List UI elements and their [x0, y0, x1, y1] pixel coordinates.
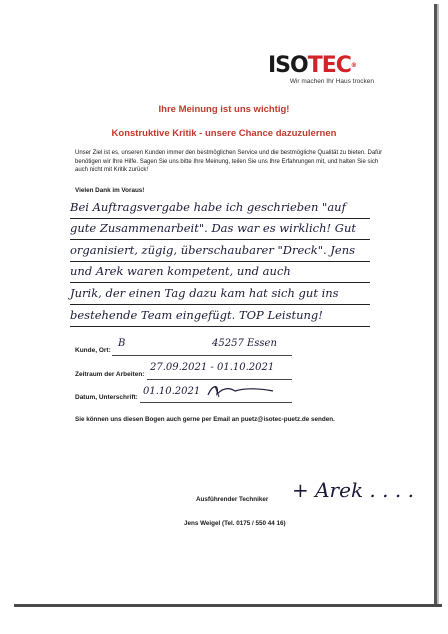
- logo-name-part2: TEC: [307, 53, 351, 78]
- comment-line-3: organisiert, zügig, überschaubarer "Dreck". Jens: [70, 241, 370, 262]
- comment-line-2: gute Zusammenarbeit". Das war es wirklich! Gut: [70, 219, 370, 240]
- comment-line-5: Jurik, der einen Tag dazu kam hat sich gut ins: [70, 284, 370, 305]
- customer-signature: [205, 382, 277, 400]
- comment-line-1: Bei Auftragsvergabe habe ich geschrieben "auf: [70, 198, 370, 219]
- date-signature-label: Datum, Unterschrift:: [75, 394, 138, 401]
- page-edge: [14, 604, 442, 607]
- technician-name: Jens Weigel (Tel. 0175 / 550 44 16): [184, 520, 286, 527]
- date-underline: [140, 402, 292, 403]
- period-underline: [147, 379, 292, 380]
- customer-underline: [112, 355, 292, 356]
- email-note: Sie können uns diesen Bogen auch gerne per Email an puetz@isotec-puetz.de senden.: [75, 416, 335, 423]
- period-label: Zeitraum der Arbeiten:: [75, 371, 145, 378]
- customer-city: 45257 Essen: [212, 338, 277, 349]
- technician-signature: + Arek . . . .: [292, 478, 414, 502]
- period-value: 27.09.2021 - 01.10.2021: [150, 362, 275, 373]
- intro-text: Unser Ziel ist es, unseren Kunden immer den bestmöglichen Service und die bestmögliche Qualität zu bieten. Dafür benötigen wir Ihre Hilfe. Sagen Sie uns bitte Ihre Meinung, teilen Sie uns Ihre Erfahrungen mit, und halten Sie sich auch nicht mit Kritik zurück!: [75, 150, 383, 174]
- form-subtitle: Konstruktive Kritik - unsere Chance dazuzulernen: [111, 128, 337, 139]
- customer-value: B: [118, 338, 126, 349]
- logo-tagline: Wir machen Ihr Haus trocken: [289, 78, 374, 85]
- logo-registered-mark: ®: [350, 62, 356, 69]
- logo-wordmark: [268, 55, 378, 77]
- logo-name-part1: ISO: [268, 53, 308, 78]
- technician-label: Ausführender Techniker: [196, 496, 269, 503]
- comment-line-6: bestehende Team eingefügt. TOP Leistung!: [70, 306, 370, 327]
- date-value: 01.10.2021: [143, 386, 201, 397]
- thanks-text: Vielen Dank im Voraus!: [75, 187, 145, 194]
- form-title: Ihre Meinung ist uns wichtig!: [158, 104, 290, 115]
- customer-label: Kunde, Ort:: [75, 347, 111, 354]
- company-logo: [268, 55, 378, 95]
- comment-line-4: und Arek waren kompetent, und auch: [70, 262, 370, 283]
